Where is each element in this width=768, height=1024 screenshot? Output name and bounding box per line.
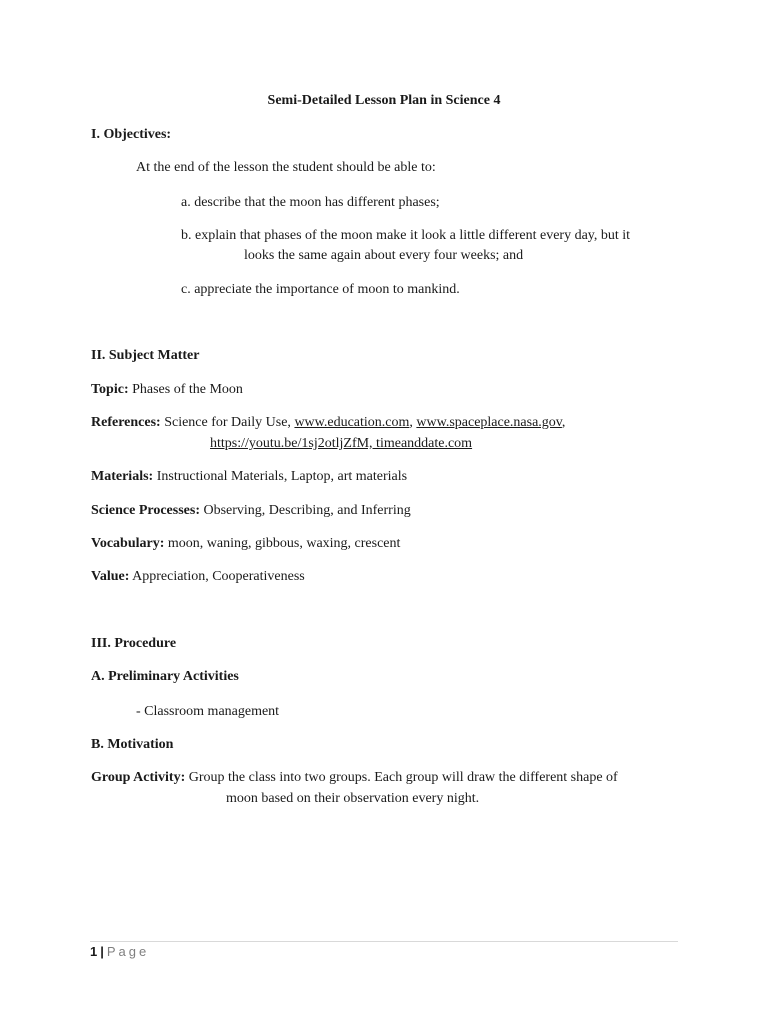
references-text: Science for Daily Use, [164, 415, 291, 430]
references-label: References: [91, 415, 161, 430]
reference-link-youtube[interactable]: https://youtu.be/1sj2otljZfM, timeanddate.com [210, 436, 473, 451]
page-label: Page [106, 944, 150, 959]
vocabulary-label: Vocabulary: [91, 536, 165, 551]
group-activity-continuation: moon based on their observation every night. [226, 791, 480, 806]
value-row [91, 569, 305, 585]
preliminary-activity-item: - Classroom management [136, 704, 280, 719]
footer-divider [90, 941, 678, 942]
references-separator: , [409, 415, 413, 430]
materials-label: Materials: [91, 469, 154, 484]
topic-label: Topic: [91, 382, 129, 397]
group-activity-text: Group the class into two groups. Each group will draw the different shape of [188, 770, 618, 785]
science-processes-row [91, 503, 411, 519]
document-title: Semi-Detailed Lesson Plan in Science 4 [267, 93, 501, 108]
footer-separator: | [100, 944, 104, 959]
procedure-heading: III. Procedure [91, 636, 177, 651]
reference-link-education[interactable]: www.education.com [294, 415, 410, 430]
page-footer [90, 944, 149, 959]
preliminary-activities-heading: A. Preliminary Activities [91, 669, 239, 684]
objectives-heading: I. Objectives: [91, 127, 172, 142]
topic-row [91, 382, 243, 398]
references-continuation [210, 436, 472, 452]
page-number: 1 [90, 944, 98, 959]
science-processes-value: Observing, Describing, and Inferring [203, 503, 411, 518]
subject-matter-heading: II. Subject Matter [91, 348, 200, 363]
value-value: Appreciation, Cooperativeness [132, 569, 305, 584]
objective-item: a. describe that the moon has different phases; [181, 195, 440, 210]
objective-item: b. explain that phases of the moon make it look a little different every day, but it [181, 228, 631, 243]
references-separator: , [561, 415, 566, 430]
reference-link-spaceplace[interactable]: www.spaceplace.nasa.gov [416, 415, 562, 430]
group-activity-row [91, 770, 618, 786]
science-processes-label: Science Processes: [91, 503, 200, 518]
objective-item: c. appreciate the importance of moon to mankind. [181, 282, 460, 297]
vocabulary-value: moon, waning, gibbous, waxing, crescent [167, 536, 401, 551]
materials-value: Instructional Materials, Laptop, art materials [156, 469, 408, 484]
topic-value: Phases of the Moon [132, 382, 243, 397]
value-label: Value: [91, 569, 130, 584]
motivation-heading: B. Motivation [91, 737, 174, 752]
vocabulary-row [91, 536, 400, 552]
materials-row [91, 469, 407, 485]
objectives-intro: At the end of the lesson the student should be able to: [136, 160, 436, 175]
group-activity-label: Group Activity: [91, 770, 186, 785]
objective-item-continuation: looks the same again about every four weeks; and [244, 248, 524, 263]
references-row [91, 415, 565, 431]
